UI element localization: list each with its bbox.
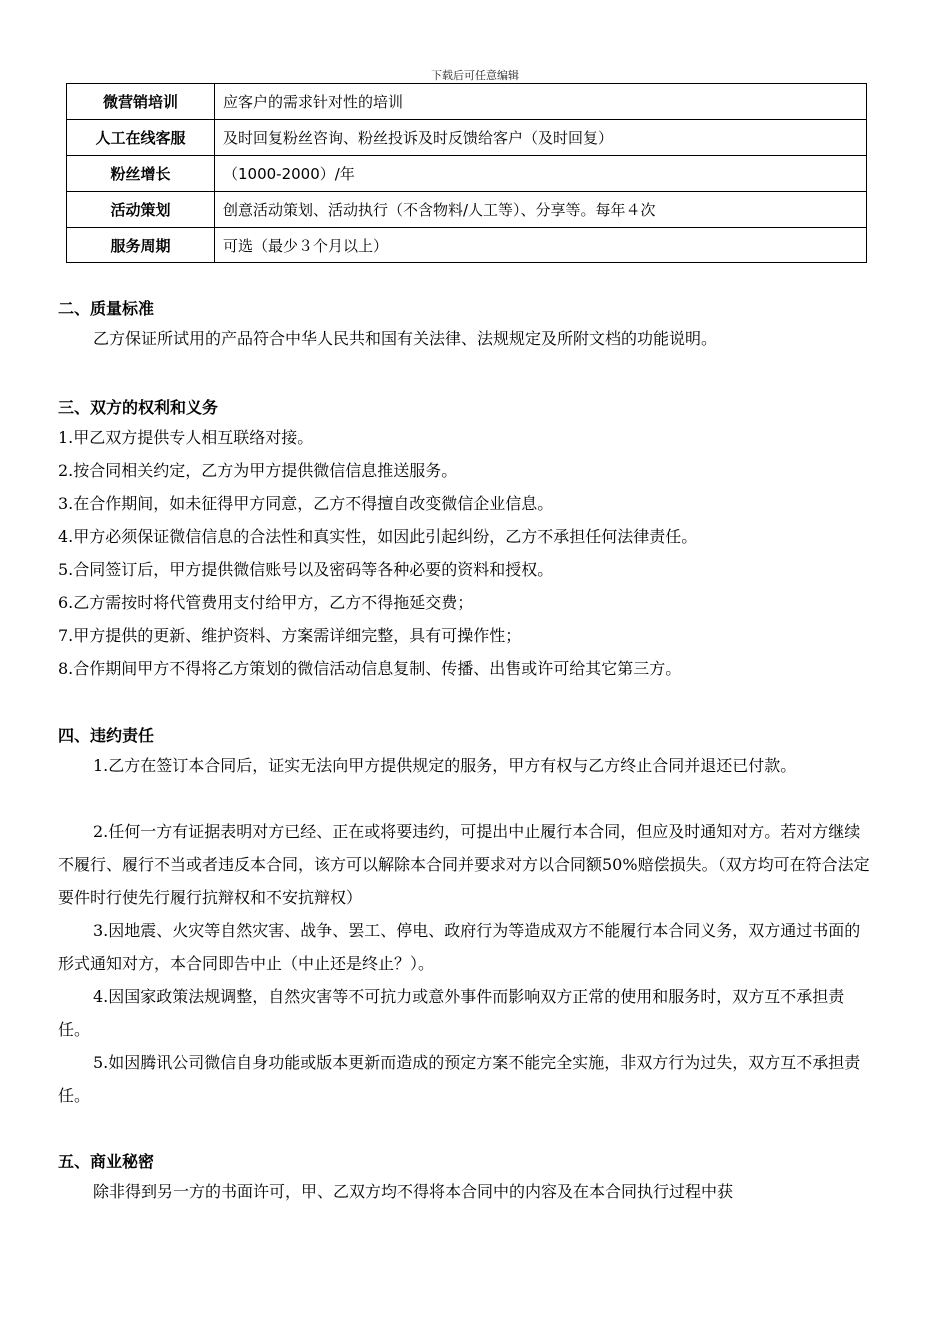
- table-value: 创意活动策划、活动执行（不含物料/人工等）、分享等。每年４次: [215, 192, 867, 228]
- table-row: [67, 84, 867, 120]
- list-item: 2.按合同相关约定，乙方为甲方提供微信信息推送服务。: [58, 461, 458, 480]
- list-item: 3.在合作期间，如未征得甲方同意，乙方不得擅自改变微信企业信息。: [58, 494, 554, 513]
- table-row: [67, 120, 867, 156]
- paragraph-secret: 除非得到另一方的书面许可，甲、乙双方均不得将本合同中的内容及在本合同执行过程中获: [93, 1182, 734, 1201]
- table-value: 应客户的需求针对性的培训: [215, 84, 867, 120]
- list-item: 4.甲方必须保证微信信息的合法性和真实性，如因此引起纠纷，乙方不承担任何法律责任。: [58, 527, 698, 546]
- list-item: 1.乙方在签订本合同后，证实无法向甲方提供规定的服务，甲方有权与乙方终止合同并退还已付款。: [93, 756, 797, 775]
- table-key: 粉丝增长: [67, 156, 215, 192]
- list-item: 5.合同签订后，甲方提供微信账号以及密码等各种必要的资料和授权。: [58, 560, 554, 579]
- table-value: 可选（最少３个月以上）: [215, 228, 867, 263]
- table-row: [67, 228, 867, 263]
- section-title-secret: 五、商业秘密: [58, 1152, 155, 1171]
- table-row: [67, 192, 867, 228]
- list-item: 6.乙方需按时将代管费用支付给甲方，乙方不得拖延交费；: [58, 593, 474, 612]
- list-item: 8.合作期间甲方不得将乙方策划的微信活动信息复制、传播、出售或许可给其它第三方。: [58, 659, 682, 678]
- list-item: 3.因地震、火灾等自然灾害、战争、罢工、停电、政府行为等造成双方不能履行本合同义务，双方通过书面的形式通知对方，本合同即告中止（中止还是终止？）。: [58, 921, 861, 973]
- list-item: 7.甲方提供的更新、维护资料、方案需详细完整，具有可操作性；: [58, 626, 522, 645]
- table-key: 活动策划: [67, 192, 215, 228]
- section-title-rights: 三、双方的权利和义务: [58, 398, 219, 417]
- table-value: 及时回复粉丝咨询、粉丝投诉及时反馈给客户（及时回复）: [215, 120, 867, 156]
- list-item: 5.如因腾讯公司微信自身功能或版本更新而造成的预定方案不能完全实施，非双方行为过失，双方互不承担责任。: [58, 1053, 861, 1105]
- list-item: 4.因国家政策法规调整，自然灾害等不可抗力或意外事件而影响双方正常的使用和服务时，双方互不承担责任。: [58, 987, 845, 1039]
- list-item: 1.甲乙双方提供专人相互联络对接。: [58, 428, 314, 447]
- table-row: [67, 156, 867, 192]
- paragraph-quality: 乙方保证所试用的产品符合中华人民共和国有关法律、法规规定及所附文档的功能说明。: [93, 329, 718, 348]
- header-note: 下载后可任意编辑: [431, 69, 519, 82]
- section-title-breach: 四、违约责任: [58, 726, 155, 745]
- table-key: 微营销培训: [67, 84, 215, 120]
- service-table: [66, 83, 867, 263]
- table-value: （1000-2000）/年: [215, 156, 867, 192]
- section-title-quality: 二、质量标准: [58, 299, 155, 318]
- list-item: 2.任何一方有证据表明对方已经、正在或将要违约，可提出中止履行本合同，但应及时通知对方。若对方继续不履行、履行不当或者违反本合同，该方可以解除本合同并要求对方以合同额50%赔偿损失。（双方均可在符合法定要件时行使先行履行抗辩权和不安抗辩权）: [58, 822, 870, 907]
- table-key: 服务周期: [67, 228, 215, 263]
- table-key: 人工在线客服: [67, 120, 215, 156]
